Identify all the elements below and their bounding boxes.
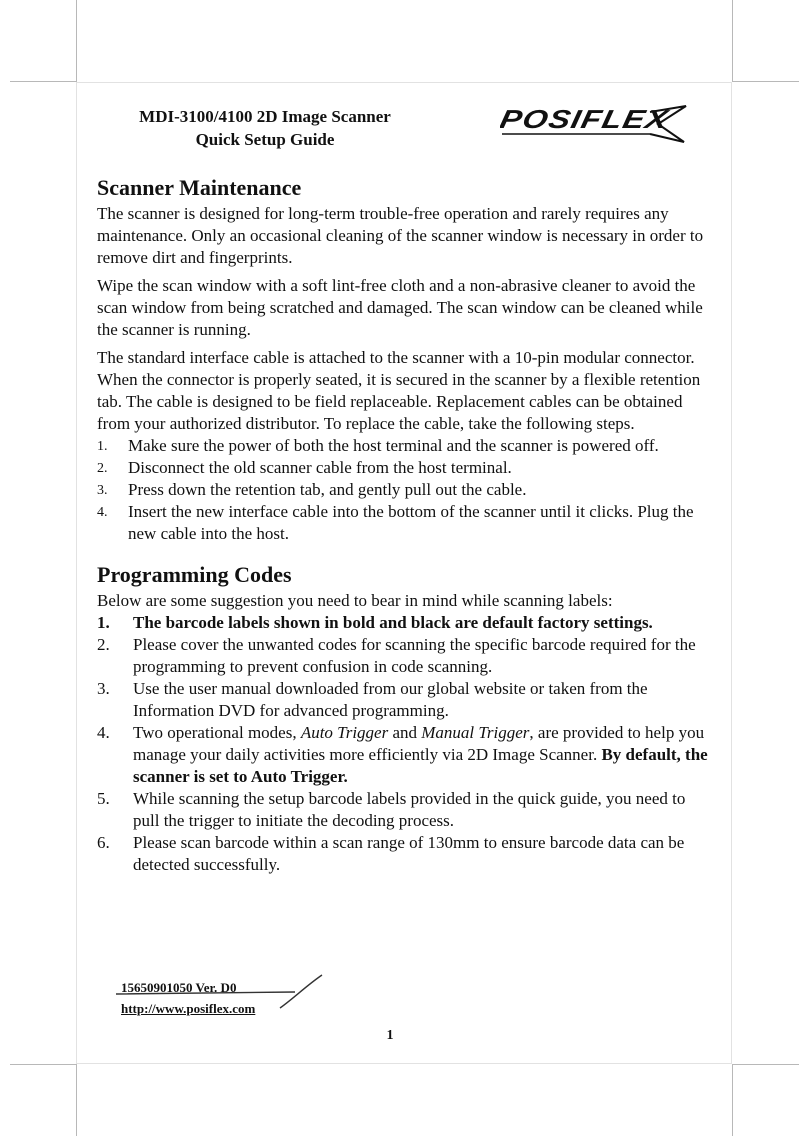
auto-trigger-term: Auto Trigger: [300, 723, 389, 742]
maintenance-paragraph-3: The standard interface cable is attached to the scanner with a 10-pin modular connector. When the connector is properly seated, it is secured in the scanner by a flexible retention tab. The cable is designed to be field replaceable. Replacement cables can be obtained from your authorized distributor. To replace the cable, take the following steps.: [97, 348, 701, 433]
crop-mark: [10, 81, 76, 82]
crop-mark: [76, 1064, 77, 1136]
list-item: [97, 634, 709, 678]
document-title: [120, 105, 410, 151]
list-item: [97, 501, 709, 545]
programming-suggestions: [97, 612, 709, 876]
list-number: 1.: [97, 439, 108, 454]
list-number: 4.: [97, 723, 110, 742]
programming-intro: Below are some suggestion you need to bear in mind while scanning labels:: [97, 591, 613, 610]
programming-heading: Programming Codes: [97, 562, 292, 587]
list-item: [97, 479, 709, 501]
list-text: Make sure the power of both the host terminal and the scanner is powered off.: [128, 436, 659, 455]
list-number: 5.: [97, 789, 110, 808]
title-line-2: Quick Setup Guide: [195, 130, 335, 149]
list-item: [97, 457, 709, 479]
list-text: While scanning the setup barcode labels provided in the quick guide, you need to pull the trigger to initiate the decoding process.: [133, 789, 686, 830]
list-text: Please cover the unwanted codes for scanning the specific barcode required for the programming to prevent confusion in code scanning.: [133, 635, 696, 676]
maintenance-paragraph-1: The scanner is designed for long-term trouble-free operation and rarely requires any maintenance. Only an occasional cleaning of the scanner window is necessary in order to remove dirt and fingerprints.: [97, 204, 704, 267]
main-content: [97, 174, 709, 876]
list-item: [97, 832, 709, 876]
crop-mark: [733, 1064, 799, 1065]
website-link[interactable]: http://www.posiflex.com: [121, 1001, 256, 1016]
crop-mark: [733, 81, 799, 82]
list-item: [97, 788, 709, 832]
list-number: 6.: [97, 833, 110, 852]
title-line-1: MDI-3100/4100 2D Image Scanner: [139, 107, 391, 126]
list-item: [97, 435, 709, 457]
maintenance-heading: Scanner Maintenance: [97, 175, 302, 200]
list-text-part: and: [388, 723, 422, 742]
maintenance-paragraph-2: Wipe the scan window with a soft lint-free cloth and a non-abrasive cleaner to avoid the scan window from being scratched and damaged. The scan window can be cleaned while the scanner is running.: [97, 276, 703, 339]
list-item: [97, 612, 709, 634]
cable-replacement-steps: [97, 435, 709, 545]
logo-graphic: [500, 102, 695, 146]
list-number: 2.: [97, 635, 110, 654]
crop-mark: [732, 0, 733, 82]
page-number: 1: [386, 1028, 394, 1043]
list-number: 3.: [97, 483, 108, 498]
list-number: 2.: [97, 461, 108, 476]
list-number: 4.: [97, 505, 108, 520]
list-number: 3.: [97, 679, 110, 698]
version-number: 15650901050 Ver. D0: [121, 980, 237, 995]
crop-mark: [732, 1064, 733, 1136]
list-text: Disconnect the old scanner cable from the host terminal.: [128, 458, 512, 477]
list-text-part: Two operational modes,: [133, 723, 301, 742]
list-text: Insert the new interface cable into the bottom of the scanner until it clicks. Plug the new cable into the host.: [128, 502, 694, 543]
list-text: Please scan barcode within a scan range of 130mm to ensure barcode data can be detected successfully.: [133, 833, 685, 874]
list-text: Press down the retention tab, and gently pull out the cable.: [128, 480, 527, 499]
list-item: [97, 678, 709, 722]
crop-mark: [76, 0, 77, 82]
posiflex-logo: [500, 102, 695, 151]
footer: [121, 977, 255, 1019]
list-item: [97, 722, 709, 788]
list-text: The barcode labels shown in bold and black are default factory settings.: [133, 613, 653, 632]
manual-trigger-term: Manual Trigger: [421, 723, 530, 742]
crop-mark: [10, 1064, 76, 1065]
default-mode-note: By default, the scanner is set to Auto Trigger.: [133, 745, 708, 786]
list-text-part: , are provided to help you manage your daily activities more efficiently via 2D Image Scanner.: [133, 723, 705, 764]
logo-wordmark: POSIFLEX: [500, 104, 641, 134]
list-text: Use the user manual downloaded from our global website or taken from the Information DVD for advanced programming.: [133, 679, 648, 720]
list-number: 1.: [97, 613, 110, 632]
